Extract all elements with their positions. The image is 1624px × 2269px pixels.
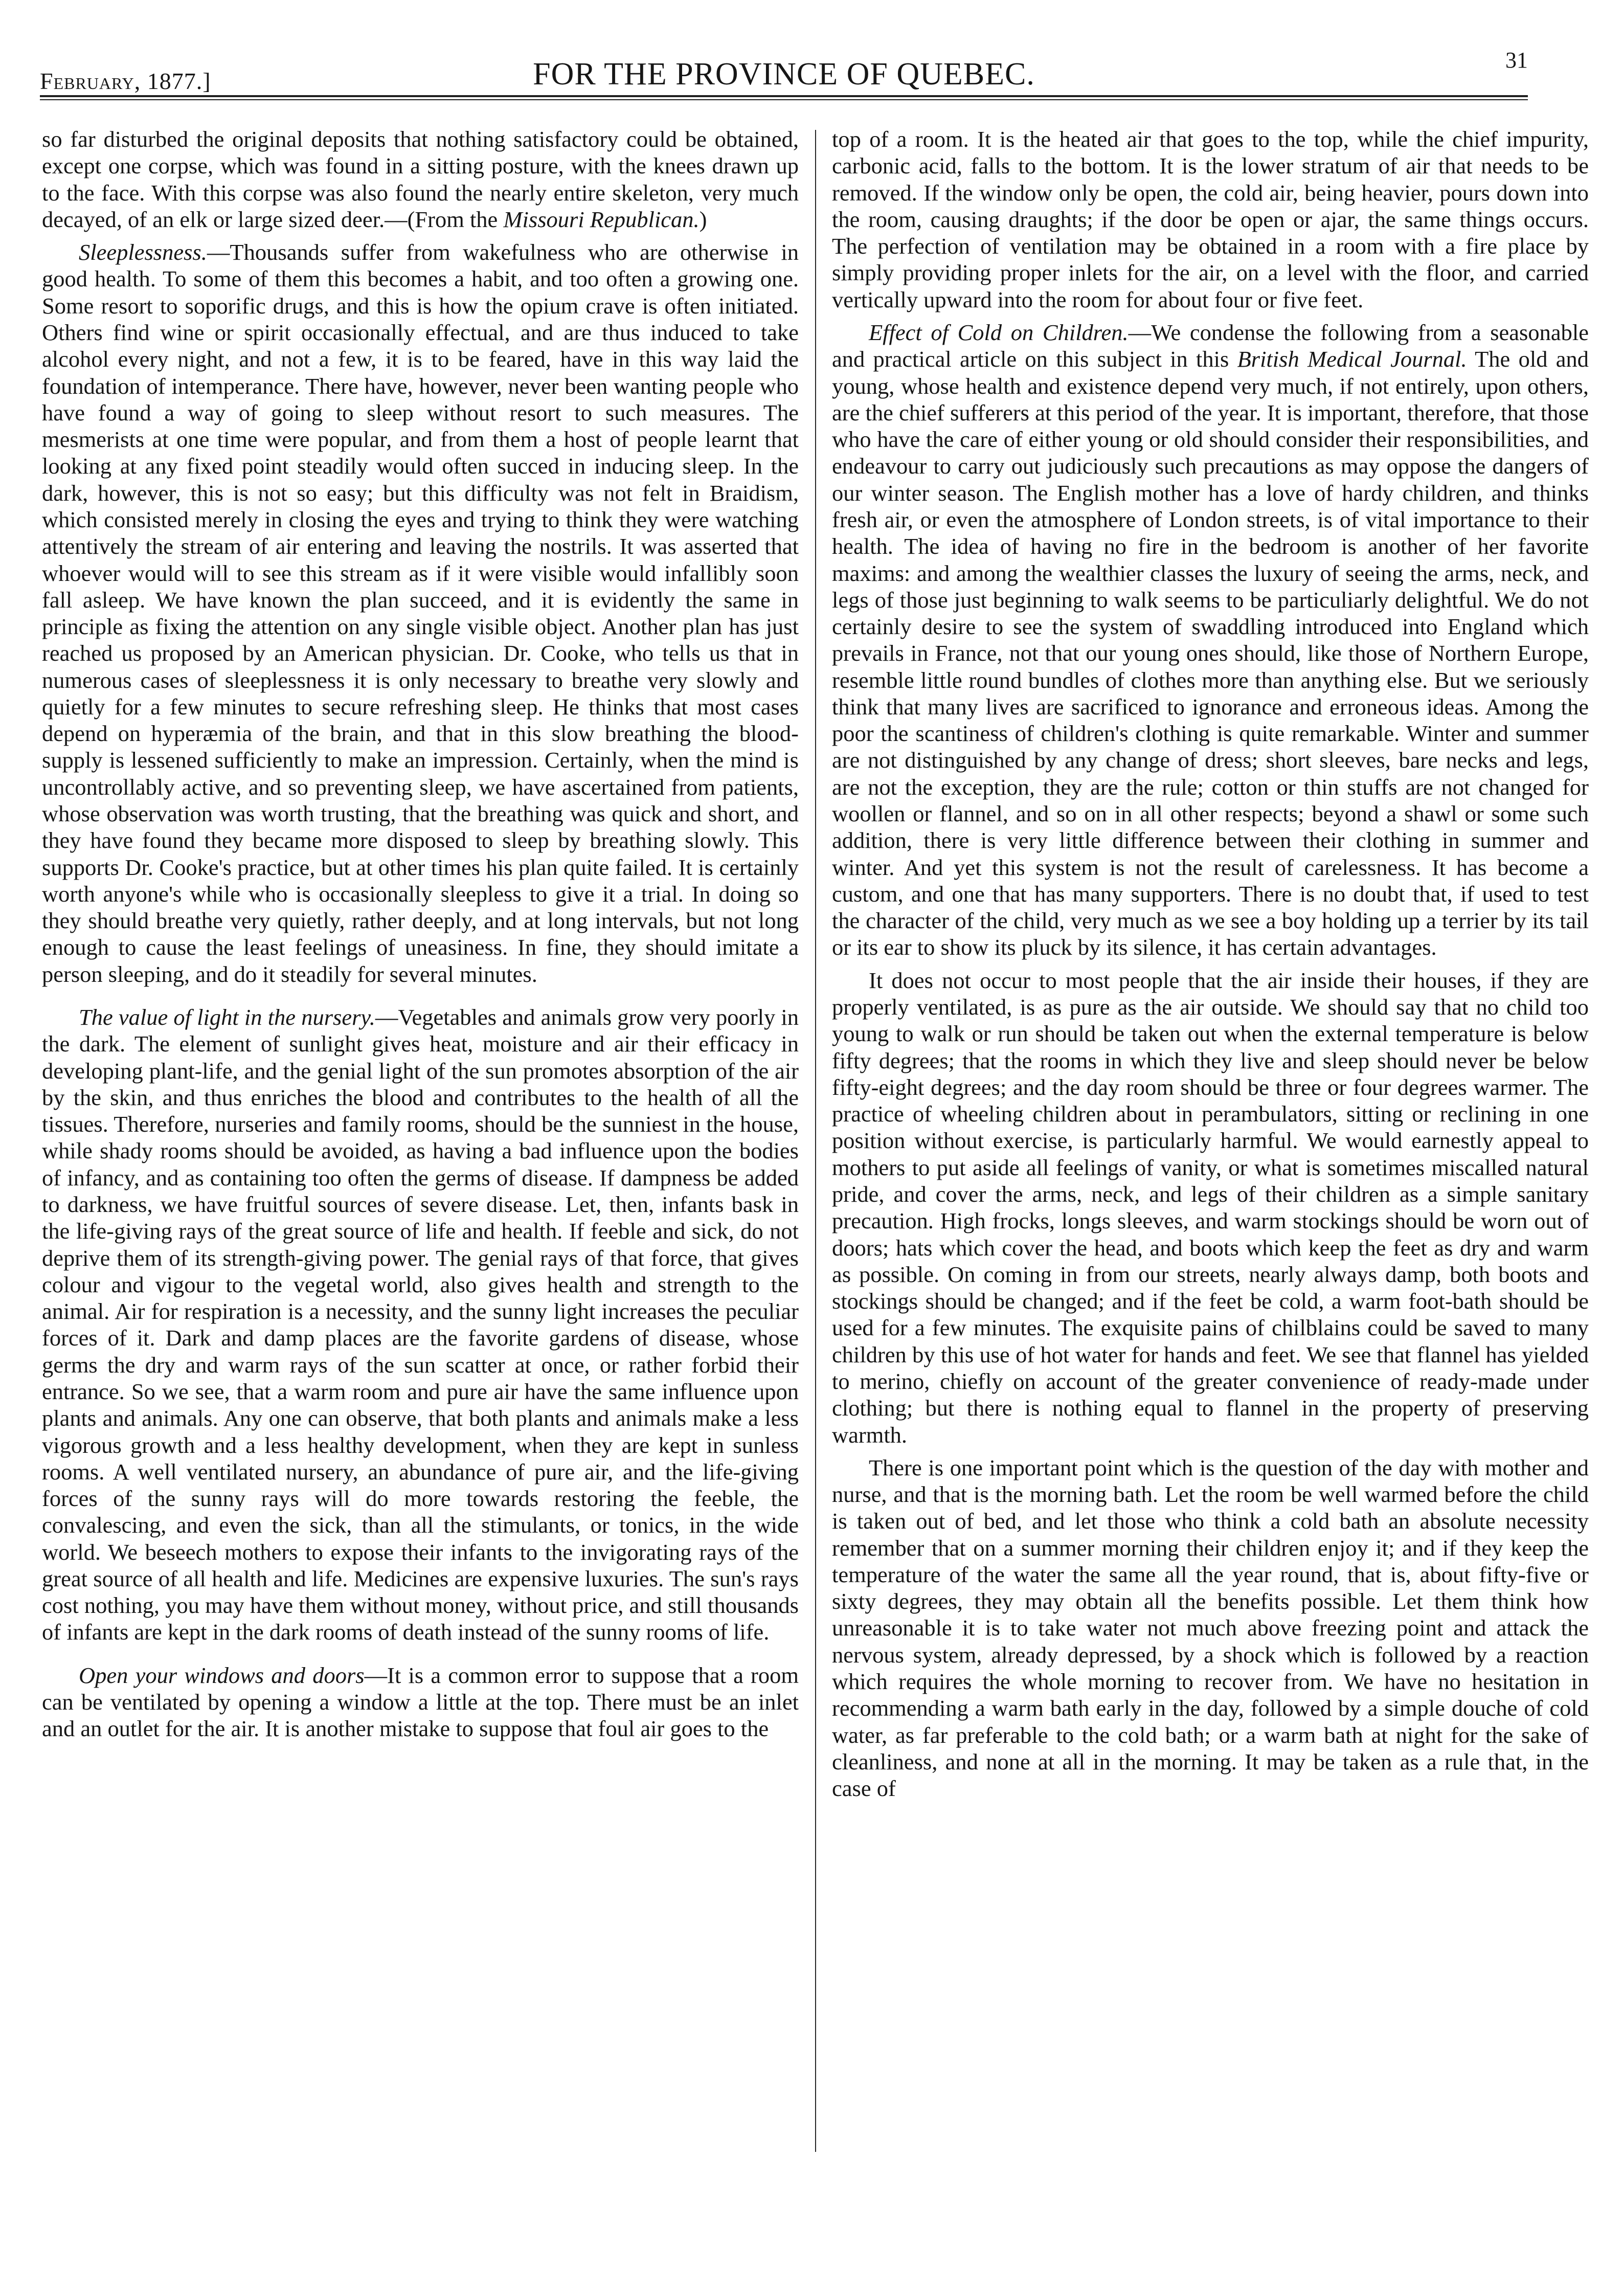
sleeplessness-topic: Sleeplessness. bbox=[79, 239, 207, 265]
cold-children-source: British Medical Journal. bbox=[1237, 346, 1467, 372]
column-divider bbox=[815, 130, 816, 2152]
cold-children-text-a: —We condense the following from a seasonable and practical article on this subject in this bbox=[832, 319, 1589, 372]
elk-corpse-source: Missouri Republican. bbox=[503, 206, 700, 232]
cold-children-paragraph bbox=[832, 319, 1589, 961]
windows-doors-topic: Open your windows and doors bbox=[79, 1662, 365, 1688]
windows-doors-paragraph bbox=[42, 1662, 799, 1742]
elk-corpse-end: ) bbox=[699, 206, 707, 232]
issue-date: February, 1877.] bbox=[40, 68, 211, 94]
light-nursery-topic: The value of light in the nursery. bbox=[79, 1004, 375, 1030]
cold-children-text-b: The old and young, whose health and existence depend very much, if not entirely, upon others, are the chief sufferers at this period of the year. It is important, therefore, that those who have the care of either young or old should consider their responsibilities, and endeavour to carry out judiciously such precautions as may oppose the dangers of our winter season. The English mother has a love of hardy children, and thinks fresh air, or even the atmosphere of London streets, is of vital importance to their health. The idea of having no fire in the bedroom is another of her favorite maxims: and among the wealthier classes the luxury of seeing the arms, neck, and legs of those just beginning to walk seems to be particuliarly delightful. We do not certainly desire to see the system of swaddling introduced into England which prevails in France, not that our young ones should, like those of Northern Europe, resemble little round bundles of clothes more than anything else. But we seriously think that many lives are sacrificed to ignorance and erroneous ideas. Among the poor the scantiness of children's clothing is quite remarkable. Winter and summer are not distinguished by any change of dress; short sleeves, bare necks and legs, are not the exception, they are the rule; cotton or thin stuffs are not changed for woollen or flannel, and so on in all other respects; beyond a shawl or some such addition, there is very little difference between their clothing in summer and winter. And yet this system is not the result of carelessness. It has become a custom, and one that has many supporters. There is no doubt that, if used to test the character of the child, very much as we see a boy holding up a terrier by its tail or its ear to show its pluck by its silence, it has certain advantages. bbox=[832, 346, 1589, 960]
header-rule-thick bbox=[40, 95, 1528, 97]
sleeplessness-paragraph bbox=[42, 239, 799, 987]
air-temperature-paragraph: It does not occur to most people that the air inside their houses, if they are properly ventilated, is as pure as the air outside. We should say that no child too young to walk or run should be taken out when the external temperature is below fifty degrees; that the rooms in which they live and sleep should never be below fifty-eight degrees; and the day room should be three or four degrees warmer. The practice of wheeling children about in perambulators, sitting or reclining in one position without exercise, is particularly harmful. We would earnestly appeal to mothers to put aside all feelings of vanity, or what is sometimes miscalled natural pride, and cover the arms, neck, and legs of their children as a simple sanitary precaution. High frocks, longs sleeves, and warm stockings should be worn out of doors; hats which cover the head, and boots which keep the feet as dry and warm as possible. On coming in from our streets, nearly always damp, both boots and stockings should be changed; and if the feet be cold, a warm foot-bath should be used for a few minutes. The exquisite pains of chilblains could be saved to many children by this use of hot water for hands and feet. We see that flannel has yielded to merino, chiefly on account of the greater convenience of ready-made under clothing; but there is nothing equal to flannel in the property of preserving warmth. bbox=[832, 967, 1589, 1448]
morning-bath-paragraph: There is one important point which is the question of the day with mother and nurse, and that is the morning bath. Let the room be well warmed before the child is taken out of bed, and let those who think a cold bath an absolute necessity remember that on a summer morning their children enjoy it; and if they keep the temperature of the water the same all the year round, that is, about fifty-five or sixty degrees, they may obtain all the benefits possible. Let them think how unreasonable it is to take water not much above freezing point and attack the nervous system, already depressed, by a shock which is followed by a reaction which requires the whole morning to recover from. We have no hesitation in recommending a warm bath early in the day, followed by a simple douche of cold water, as far preferable to the cold bath; or a warm bath at night for the sake of cleanliness, and none at all in the morning. It may be taken as a rule that, in the case of bbox=[832, 1454, 1589, 1802]
sleeplessness-text: —Thousands suffer from wakefulness who are otherwise in good health. To some of them this becomes a habit, and too often a growing one. Some resort to soporific drugs, and this is how the opium crave is often initiated. Others find wine or spirit occasionally effectual, and are thus induced to take alcohol every night, and not a few, it is to be feared, have in this way laid the foundation of intemperance. There have, however, never been wanting people who have found a way of going to sleep without resort to such measures. The mesmerists at one time were popular, and from them a host of people learnt that looking at any fixed point steadily would often succed in inducing sleep. In the dark, however, this is not so easy; but this difficulty was not felt in Braidism, which consisted merely in closing the eyes and trying to think they were watching attentively the stream of air entering and leaving the nostrils. It was asserted that whoever would will to see this stream as if it were visible would infallibly soon fall asleep. We have known the plan succeed, and it is evidently the same in principle as fixing the attention on any single visible object. Another plan has just reached us proposed by an American physician. Dr. Cooke, who tells us that in numerous cases of sleeplessness it is only necessary to breathe very slowly and quietly for a few minutes to secure refreshing sleep. He thinks that most cases depend on hyperæmia of the brain, and that in this slow breathing the blood-supply is lessened sufficiently to make an impression. Certainly, when the mind is uncontrollably active, and so preventing sleep, we have ascertained from patients, whose observation was worth trusting, that the breathing was quick and short, and they have found they became more disposed to sleep by breathing slowly. This supports Dr. Cooke's practice, but at other times his plan quite failed. It is certainly worth anyone's while who is occasionally sleepless to give it a trial. In doing so they should breathe very quietly, rather deeply, and at long intervals, but not long enough to cause the least feelings of uneasiness. In fine, they should imitate a person sleeping, and do it steadily for several minutes. bbox=[42, 239, 799, 987]
page-number: 31 bbox=[1505, 48, 1528, 73]
left-column bbox=[42, 126, 799, 2166]
elk-corpse-continuation bbox=[42, 126, 799, 233]
elk-corpse-text: so far disturbed the original deposits that nothing satisfactory could be obtained, except one corpse, which was found in a sitting posture, with the knees drawn up to the face. With this corpse was also found the nearly entire skeleton, very much decayed, of an elk or large sized deer.—(From the bbox=[42, 126, 799, 232]
cold-children-topic: Effect of Cold on Children. bbox=[869, 319, 1129, 345]
running-head: FOR THE PROVINCE OF QUEBEC. bbox=[533, 57, 1035, 92]
light-nursery-text: —Vegetables and animals grow very poorly in the dark. The element of sunlight gives heat, moisture and air their efficacy in developing plant-life, and the genial light of the sun promotes absorption of the air by the skin, and thus enriches the blood and contributes to the health of all the tissues. Therefore, nurseries and family rooms, should be the sunniest in the house, while shady rooms should be avoided, as having a bad influence upon the bodies of infancy, and as containing too often the germs of disease. If dampness be added to darkness, we have fruitful sources of severe disease. Let, then, infants bask in the life-giving rays of the great source of life and health. If feeble and sick, do not deprive them of its strength-giving power. The genial rays of that force, that gives colour and vigour to the vegetal world, also gives health and strength to the animal. Air for respiration is a necessity, and the sunny light increases the peculiar forces of it. Dark and damp places are the favorite gardens of disease, whose germs the dry and warm rays of the sun scatter at once, or rather forbid their entrance. So we see, that a warm room and pure air have the same influence upon plants and animals. Any one can observe, that both plants and animals make a less vigorous growth and a less healthy development, when they are kept in sunless rooms. A well ventilated nursery, an abundance of pure air, and the life-giving forces of the sunny rays will do more towards restoring the feeble, the convalescing, and even the sick, than all the stimulants, or tonics, in the wide world. We beseech mothers to expose their infants to the invigorating rays of the great source of all health and life. Medicines are expensive luxuries. The sun's rays cost nothing, you may have them without money, without price, and still thousands of infants are kept in the dark rooms of death instead of the sunny rooms of life. bbox=[42, 1004, 799, 1645]
windows-doors-text: —It is a common error to suppose that a room can be ventilated by opening a window a little at the top. There must be an inlet and an outlet for the air. It is another mistake to suppose that foul air goes to the bbox=[42, 1662, 799, 1742]
light-nursery-paragraph bbox=[42, 1004, 799, 1646]
ventilation-continuation: top of a room. It is the heated air that goes to the top, while the chief impurity, carbonic acid, falls to the bottom. It is the lower stratum of air that needs to be removed. If the window only be open, the cold air, being heavier, pours down into the room, causing draughts; if the door be open or ajar, the same things occurs. The perfection of ventilation may be obtained in a room with a fire place by simply providing proper inlets for the air, on a level with the floor, and carried vertically upward into the room for about four or five feet. bbox=[832, 126, 1589, 312]
right-column bbox=[832, 126, 1589, 2166]
header-rule-thin bbox=[40, 99, 1528, 100]
page-header bbox=[40, 47, 1528, 98]
